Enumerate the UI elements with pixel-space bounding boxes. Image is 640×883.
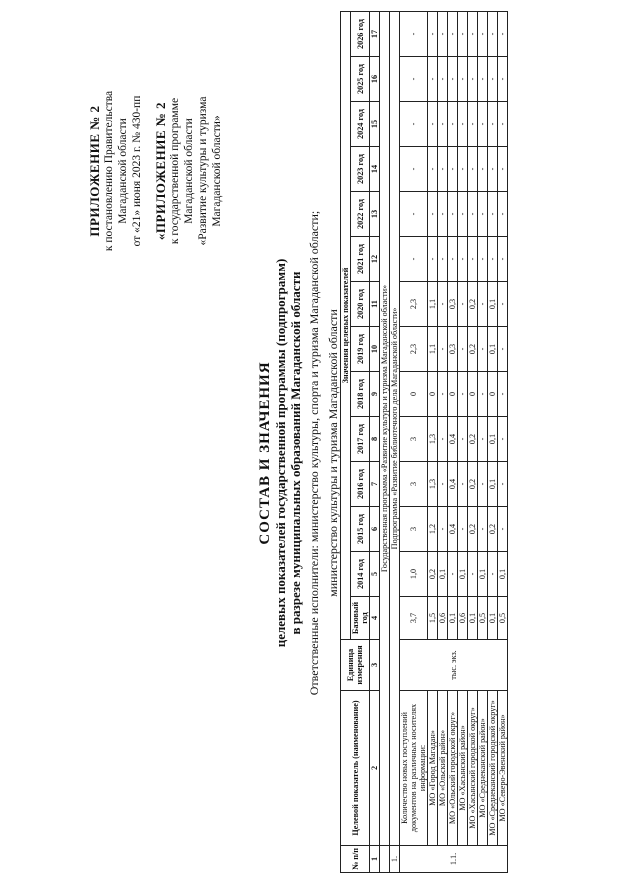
row-name: МО «Город Магадан» (428, 691, 438, 846)
value-cell: - (498, 12, 508, 57)
value-cell: 1,1 (428, 327, 438, 372)
value-cell: - (458, 327, 468, 372)
program-num-cell (380, 846, 390, 873)
value-cell: - (488, 192, 498, 237)
value-cell: - (428, 12, 438, 57)
row-name: МО «Ольский район» (438, 691, 448, 846)
value-cell: 0 (400, 372, 428, 417)
header-year: 2020 год (351, 282, 370, 327)
header-year: 2014 год (351, 552, 370, 597)
row-num: 1.1. (400, 846, 508, 873)
header-year: 2015 год (351, 507, 370, 552)
value-cell: - (438, 12, 448, 57)
value-cell: - (478, 507, 488, 552)
value-cell: - (438, 507, 448, 552)
column-number: 14 (370, 147, 380, 192)
value-cell: - (478, 12, 488, 57)
header-unit: Единица измерения (341, 640, 370, 691)
header-name: Целевой показатель (наименование) (341, 691, 370, 846)
table-row (488, 12, 498, 873)
value-cell: - (458, 237, 468, 282)
section-num: 1. (390, 846, 400, 873)
value-cell: 0,1 (488, 462, 498, 507)
header-year: 2019 год (351, 327, 370, 372)
value-cell: - (400, 237, 428, 282)
column-number: 5 (370, 552, 380, 597)
value-cell: 2,3 (400, 327, 428, 372)
header-num: № п/п (341, 846, 370, 873)
value-cell: - (488, 12, 498, 57)
row-name: МО «Среднеканский городской округ» (488, 691, 498, 846)
value-cell: - (498, 417, 508, 462)
value-cell: - (488, 237, 498, 282)
row-name: МО «Хасынский городской округ» (468, 691, 478, 846)
value-cell: - (448, 12, 458, 57)
column-number: 2 (370, 691, 380, 846)
value-cell: - (400, 57, 428, 102)
value-cell: 0,1 (468, 597, 478, 640)
program-row (380, 12, 390, 873)
value-cell: - (498, 102, 508, 147)
table-row (428, 12, 438, 873)
value-cell: - (458, 147, 468, 192)
value-cell: 0,3 (448, 282, 458, 327)
column-number-row (370, 12, 380, 873)
value-cell: - (488, 552, 498, 597)
value-cell: 0,1 (488, 327, 498, 372)
appendix-heading-2: «ПРИЛОЖЕНИЕ № 2 (153, 101, 168, 241)
column-number: 1 (370, 846, 380, 873)
value-cell: 1,0 (400, 552, 428, 597)
subprogram-title: Подпрограмма «Развитие библиотечного дела Магаданской области» (390, 12, 400, 846)
indicators-table (340, 11, 508, 873)
column-number: 17 (370, 12, 380, 57)
value-cell: - (438, 282, 448, 327)
table-row (498, 12, 508, 873)
column-number: 6 (370, 507, 380, 552)
header-year: 2018 год (351, 372, 370, 417)
column-number: 15 (370, 102, 380, 147)
value-cell: 0,4 (448, 462, 458, 507)
value-cell: 0 (468, 372, 478, 417)
value-cell: - (458, 102, 468, 147)
column-number: 13 (370, 192, 380, 237)
column-number: 11 (370, 282, 380, 327)
value-cell: 1,1 (428, 282, 438, 327)
value-cell: - (478, 327, 488, 372)
column-number: 10 (370, 327, 380, 372)
appendix-line: Магаданской области (117, 118, 129, 224)
value-cell: - (438, 372, 448, 417)
value-cell: - (438, 462, 448, 507)
value-cell: - (488, 57, 498, 102)
value-cell: 0,2 (468, 282, 478, 327)
value-cell: 0,2 (468, 327, 478, 372)
value-cell: - (428, 192, 438, 237)
value-cell: - (478, 282, 488, 327)
value-cell: - (478, 192, 488, 237)
value-cell: 0,6 (438, 597, 448, 640)
value-cell: 0,2 (488, 507, 498, 552)
row-name: МО «Среднеканский район» (478, 691, 488, 846)
value-cell: - (448, 147, 458, 192)
value-cell: 0,4 (448, 417, 458, 462)
value-cell: 0,1 (488, 417, 498, 462)
value-cell: - (478, 462, 488, 507)
row-name: Количество новых поступлений документов на различных носителях информации: (400, 691, 428, 846)
value-cell: - (458, 12, 468, 57)
value-cell: 0,1 (438, 552, 448, 597)
value-cell: - (468, 102, 478, 147)
table-row (468, 12, 478, 873)
value-cell: - (498, 372, 508, 417)
value-cell: - (400, 147, 428, 192)
value-cell: - (458, 57, 468, 102)
appendix-line: Магаданской области» (211, 115, 223, 227)
value-cell: - (468, 192, 478, 237)
appendix-block (88, 71, 224, 271)
document-subtitle: целевых показателей государственной программы (подпрограмм) (273, 258, 288, 648)
value-cell: - (448, 237, 458, 282)
value-cell: - (478, 372, 488, 417)
column-number: 12 (370, 237, 380, 282)
value-cell: 3,7 (400, 597, 428, 640)
value-cell: - (428, 57, 438, 102)
value-cell: - (498, 57, 508, 102)
value-cell: 0,1 (488, 282, 498, 327)
value-cell: - (468, 147, 478, 192)
table-row (448, 12, 458, 873)
value-cell: - (438, 192, 448, 237)
value-cell: 0,3 (448, 327, 458, 372)
row-name: МО «Хасынский район» (458, 691, 468, 846)
header-values: Значения целевых показателей (341, 12, 351, 640)
table-row (400, 12, 428, 873)
program-title: Государственная программа «Развитие культуры и туризма Магаданской области» (380, 12, 390, 846)
value-cell: - (400, 192, 428, 237)
header-base-year: Базовый год (351, 597, 370, 640)
appendix-line: Магаданской области (183, 118, 195, 224)
value-cell: - (498, 237, 508, 282)
table-row (478, 12, 488, 873)
column-number: 3 (370, 640, 380, 691)
table-row (458, 12, 468, 873)
header-year: 2017 год (351, 417, 370, 462)
column-number: 8 (370, 417, 380, 462)
table-row (438, 12, 448, 873)
value-cell: - (448, 102, 458, 147)
value-cell: 0,2 (428, 552, 438, 597)
value-cell: 0,6 (458, 597, 468, 640)
value-cell: - (498, 462, 508, 507)
value-cell: - (488, 147, 498, 192)
document-title-block (258, 133, 341, 773)
value-cell: 0 (448, 372, 458, 417)
value-cell: - (488, 102, 498, 147)
value-cell: 0,1 (498, 552, 508, 597)
value-cell: - (498, 192, 508, 237)
header-year: 2023 год (351, 147, 370, 192)
value-cell: - (400, 102, 428, 147)
appendix-line: от «21» июня 2023 г. № 430-пп (131, 95, 143, 247)
value-cell: 0,5 (478, 597, 488, 640)
value-cell: - (448, 552, 458, 597)
value-cell: - (478, 57, 488, 102)
appendix-heading: ПРИЛОЖЕНИЕ № 2 (87, 105, 102, 237)
value-cell: - (438, 327, 448, 372)
value-cell: 0,4 (448, 507, 458, 552)
executors-line: Ответственные исполнители: министерство культуры, спорта и туризма Магаданской области; (307, 210, 321, 696)
value-cell: - (448, 192, 458, 237)
value-cell: 0,5 (498, 597, 508, 640)
value-cell: - (498, 327, 508, 372)
value-cell: - (428, 147, 438, 192)
value-cell: - (458, 507, 468, 552)
subprogram-row (390, 12, 400, 873)
value-cell: - (438, 147, 448, 192)
value-cell: - (478, 147, 488, 192)
appendix-line: к государственной программе (169, 97, 181, 245)
value-cell: - (438, 417, 448, 462)
value-cell: - (428, 237, 438, 282)
value-cell: 1,2 (428, 507, 438, 552)
value-cell: - (468, 552, 478, 597)
value-cell: 0 (428, 372, 438, 417)
value-cell: - (428, 102, 438, 147)
value-cell: 3 (400, 417, 428, 462)
header-year: 2024 год (351, 102, 370, 147)
value-cell: 1,3 (428, 462, 438, 507)
value-cell: 0,1 (448, 597, 458, 640)
document-subtitle: в разрезе муниципальных образований Магаданской области (288, 271, 303, 635)
value-cell: - (458, 417, 468, 462)
value-cell: 0,1 (458, 552, 468, 597)
value-cell: 0 (488, 372, 498, 417)
column-number: 4 (370, 597, 380, 640)
row-name: МО «Ольский городской округ» (448, 691, 458, 846)
value-cell: - (458, 372, 468, 417)
row-unit: тыс. экз. (400, 640, 508, 691)
value-cell: 1,5 (428, 597, 438, 640)
header-year: 2016 год (351, 462, 370, 507)
value-cell: - (458, 462, 468, 507)
value-cell: - (468, 57, 478, 102)
value-cell: 0,2 (468, 417, 478, 462)
value-cell: 0,2 (468, 507, 478, 552)
value-cell: - (400, 12, 428, 57)
header-year: 2026 год (351, 12, 370, 57)
header-year: 2022 год (351, 192, 370, 237)
row-name: МО «Северо-Эвенский район» (498, 691, 508, 846)
value-cell: - (478, 102, 488, 147)
value-cell: 0,1 (478, 552, 488, 597)
value-cell: - (468, 237, 478, 282)
value-cell: 0,1 (488, 597, 498, 640)
column-number: 7 (370, 462, 380, 507)
value-cell: - (478, 237, 488, 282)
value-cell: 3 (400, 462, 428, 507)
value-cell: - (478, 417, 488, 462)
column-number: 9 (370, 372, 380, 417)
value-cell: - (438, 57, 448, 102)
value-cell: - (448, 57, 458, 102)
header-year: 2025 год (351, 57, 370, 102)
value-cell: 1,3 (428, 417, 438, 462)
value-cell: - (438, 237, 448, 282)
appendix-line: «Развитие культуры и туризма (197, 96, 209, 246)
header-year: 2021 год (351, 237, 370, 282)
value-cell: - (458, 192, 468, 237)
document-title: СОСТАВ И ЗНАЧЕНИЯ (257, 361, 273, 545)
value-cell: - (468, 12, 478, 57)
executors-line: министерство культуры и туризма Магаданской области (326, 309, 340, 597)
value-cell: - (458, 282, 468, 327)
appendix-line: к постановлению Правительства (103, 90, 115, 252)
value-cell: 3 (400, 507, 428, 552)
value-cell: 2,3 (400, 282, 428, 327)
column-number: 16 (370, 57, 380, 102)
value-cell: 0,2 (468, 462, 478, 507)
value-cell: - (498, 507, 508, 552)
value-cell: - (498, 147, 508, 192)
value-cell: - (438, 102, 448, 147)
value-cell: - (498, 282, 508, 327)
